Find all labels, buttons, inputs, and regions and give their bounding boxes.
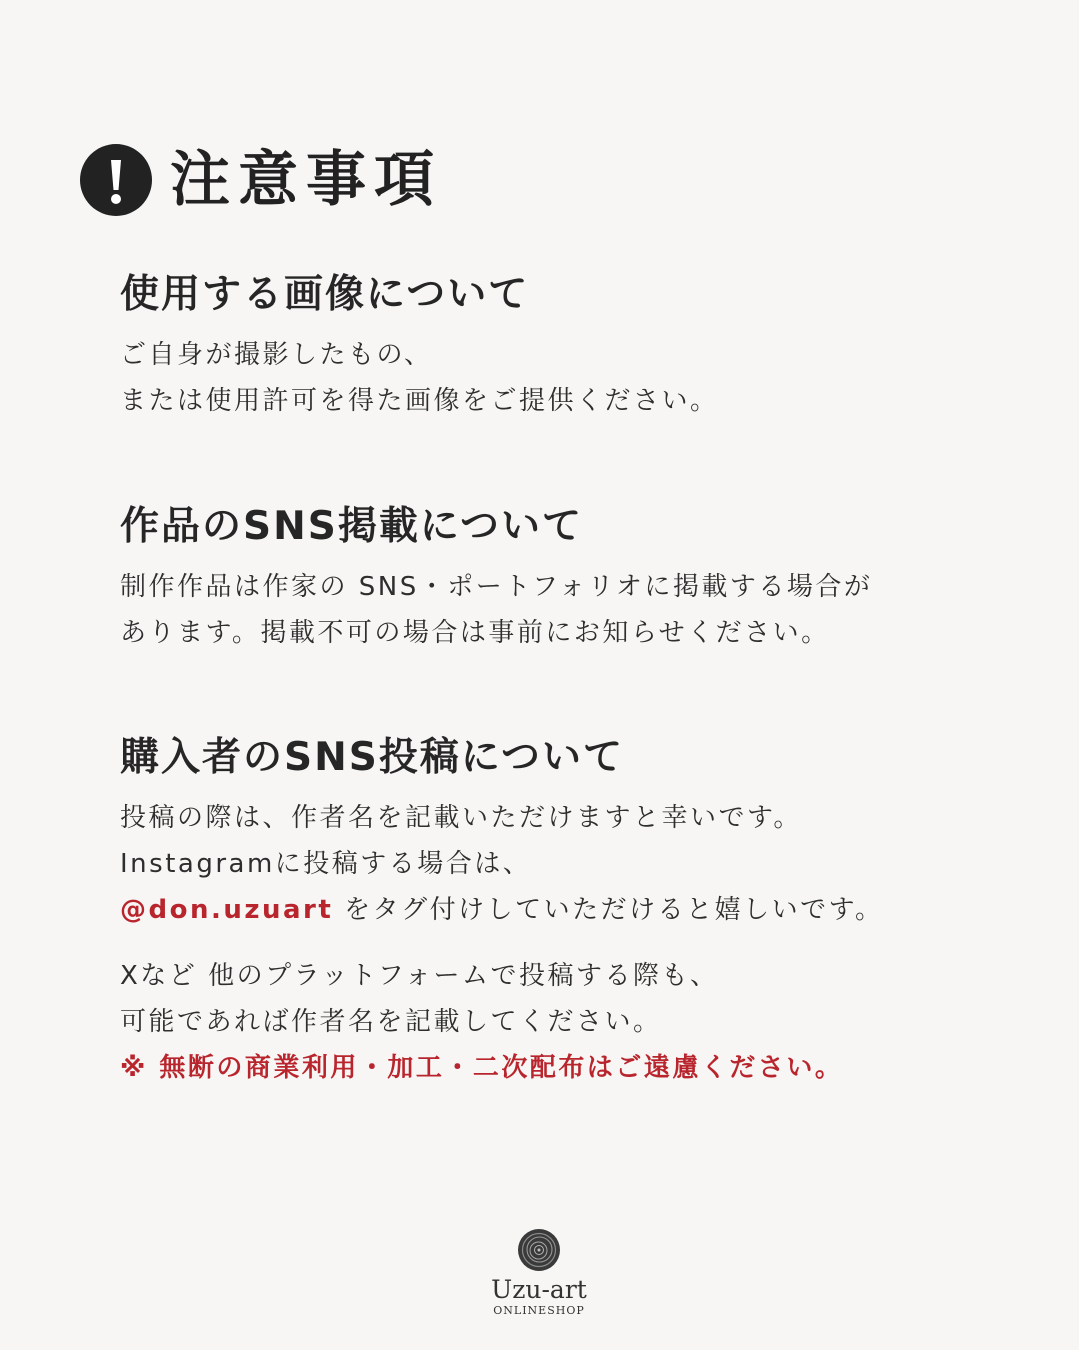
page-title: 注意事項 xyxy=(170,145,442,215)
handle-suffix-text: をタグ付けしていただけると嬉しいです。 xyxy=(333,895,884,925)
exclamation-icon xyxy=(80,144,152,216)
brand-subtitle: ONLINESHOP xyxy=(493,1304,585,1317)
footer-logo xyxy=(439,1228,639,1318)
section-heading: 購入者のSNS投稿について xyxy=(120,735,625,780)
brand-name: Uzu-art xyxy=(491,1275,587,1304)
page-header xyxy=(80,140,442,220)
warning-text: ※ 無断の商業利用・加工・二次配布はご遠慮ください。 xyxy=(120,1053,844,1083)
section-heading: 作品のSNS掲載について xyxy=(120,504,584,549)
handle-line xyxy=(120,887,1020,933)
body-line: Xなど 他のプラットフォームで投稿する際も、 xyxy=(120,961,719,991)
body-line: 制作作品は作家の SNS・ポートフォリオに掲載する場合が xyxy=(120,572,873,602)
section-image-usage xyxy=(120,270,1020,424)
body-line: あります。掲載不可の場合は事前にお知らせください。 xyxy=(120,618,830,648)
instagram-handle-link[interactable]: @don.uzuart xyxy=(120,895,334,925)
body-line: 可能であれば作者名を記載してください。 xyxy=(120,1007,662,1037)
section-heading: 使用する画像について xyxy=(120,272,530,317)
section-sns-posting-by-artist xyxy=(120,502,1020,656)
spiral-logo-icon xyxy=(517,1228,561,1272)
body-line: ご自身が撮影したもの、 xyxy=(120,340,433,370)
body-line: または使用許可を得た画像をご提供ください。 xyxy=(120,386,719,416)
body-line: 投稿の際は、作者名を記載いただけますと幸いです。 xyxy=(120,803,802,833)
body-line: Instagramに投稿する場合は、 xyxy=(120,849,532,879)
exclamation-icon-glyph xyxy=(80,144,152,216)
section-sns-posting-by-buyer xyxy=(120,733,1020,1091)
